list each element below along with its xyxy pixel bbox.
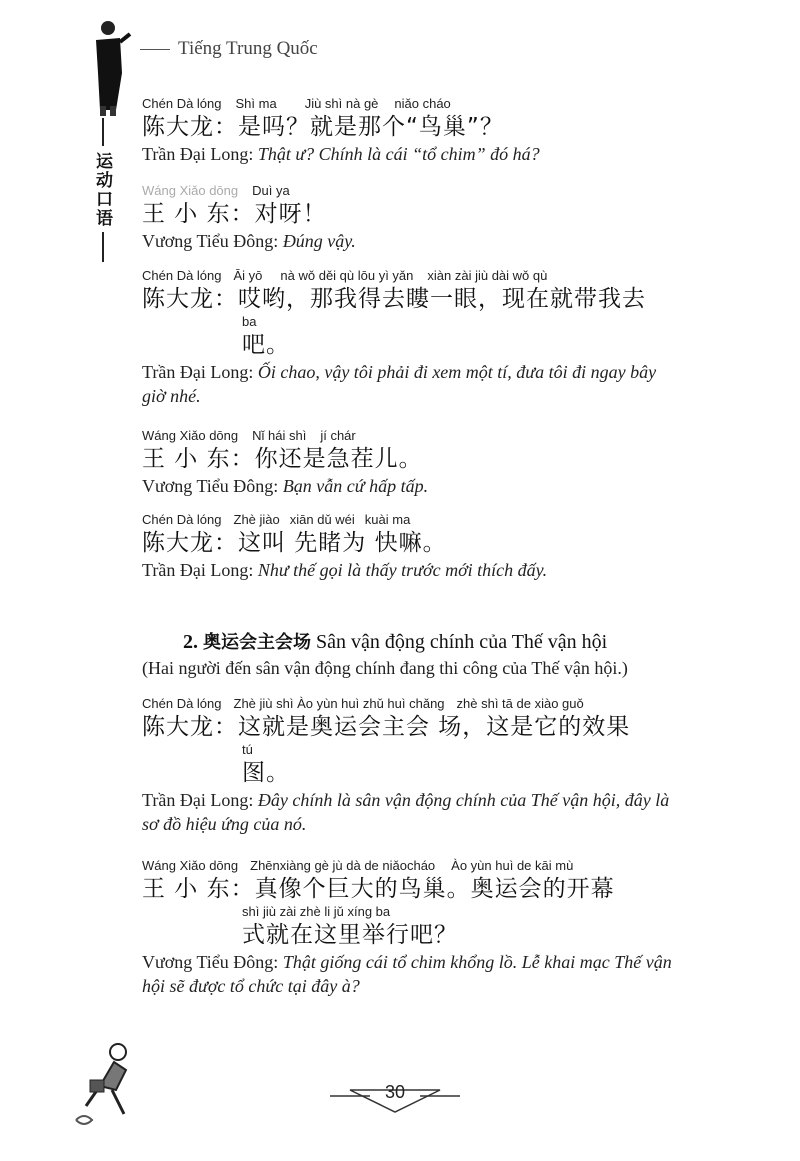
- chinese-text: 式就在这里举行吧？: [242, 922, 458, 948]
- speaker-pinyin: Chén Dà lóng: [142, 512, 222, 527]
- chinese-text: 吧。: [242, 332, 290, 358]
- translation-text: Ối chao, vậy tôi phải đi xem một tí, đưa tôi đi ngay bây giờ nhé.: [142, 362, 657, 406]
- pinyin-segment: Jiù shì nà gè: [304, 96, 379, 111]
- pinyin-segment: zhè shì tā de xiào guǒ: [456, 696, 584, 711]
- dialogue-line: [142, 858, 672, 998]
- translation-text: Bạn vẫn cứ hấp tấp.: [282, 476, 429, 496]
- chinese-text: 王 小 东：真像个巨大的鸟巢。奥运会的开幕: [142, 876, 615, 902]
- speaker-name: Trần Đại Long:: [142, 790, 254, 810]
- pinyin-segment: Ào yùn huì de kāi mù: [451, 858, 574, 873]
- speaker-pinyin: Wáng Xiǎo dōng: [142, 183, 239, 198]
- pinyin-segment: Nǐ hái shì: [252, 428, 307, 443]
- pinyin-row: [142, 512, 672, 528]
- header-title: [140, 38, 318, 60]
- pinyin-row: [142, 428, 672, 444]
- dialogue-line: [142, 428, 672, 498]
- chinese-text: 图。: [242, 760, 290, 786]
- pinyin-segment: Zhēnxiàng gè jù dà de niǎocháo: [250, 858, 436, 873]
- vietnamese-translation: [142, 229, 672, 253]
- translation-text: Như thế gọi là thấy trước mới thích đấy.: [257, 560, 548, 580]
- pinyin-row: [142, 183, 672, 199]
- dialogue-line: [142, 696, 672, 836]
- header-dash: [140, 49, 170, 50]
- speaker-name: Vương Tiểu Đông:: [142, 952, 279, 972]
- chinese-text: 陈大龙：哎哟，那我得去瞜一眼，现在就带我去: [142, 286, 646, 312]
- speaker-name: Vương Tiểu Đông:: [142, 231, 279, 251]
- vietnamese-translation: [142, 558, 672, 582]
- section-heading: [183, 628, 607, 654]
- pinyin-row: ba: [242, 314, 257, 329]
- runner-illustration: [70, 1040, 150, 1130]
- section-title-vi: Sân vận động chính của Thế vận hội: [316, 631, 608, 653]
- pinyin-row: [142, 696, 672, 712]
- translation-text: Thật giống cái tổ chim khổng lồ. Lễ khai mạc Thế vận hội sẽ được tổ chức tại đây à?: [142, 952, 672, 996]
- pinyin-segment: Zhè jiù shì Ào yùn huì zhǔ huì chǎng: [233, 696, 445, 711]
- speaker-pinyin: Chén Dà lóng: [142, 96, 222, 111]
- pinyin-row: tú: [242, 742, 253, 757]
- chinese-text: 王 小 东：你还是急茬儿。: [142, 446, 423, 472]
- pinyin-segment: Zhè jiào: [233, 512, 280, 527]
- chinese-text: 陈大龙：这就是奥运会主会 场，这是它的效果: [142, 714, 631, 740]
- side-rule-bottom: [102, 232, 104, 262]
- pinyin-segment: jí chár: [320, 428, 356, 443]
- pinyin-row: [142, 858, 672, 874]
- speaker-pinyin: Wáng Xiǎo dōng: [142, 858, 239, 873]
- translation-text: Đây chính là sân vận động chính của Thế vận hội, đây là sơ đồ hiệu ứng của nó.: [142, 790, 670, 834]
- chinese-text: 陈大龙：这叫 先睹为 快嘛。: [142, 530, 447, 556]
- translation-text: Đúng vậy.: [282, 231, 356, 251]
- chinese-text: 陈大龙：是吗？就是那个“鸟巢”？: [142, 114, 504, 140]
- section-number: 2.: [183, 631, 198, 653]
- speaker-name: Trần Đại Long:: [142, 144, 254, 164]
- pinyin-segment: niǎo cháo: [394, 96, 451, 111]
- section-title-zh: 奥运会主会场: [203, 632, 311, 653]
- speaker-pinyin: Wáng Xiǎo dōng: [142, 428, 239, 443]
- pinyin-segment: nà wǒ děi qù lōu yì yǎn: [280, 268, 414, 283]
- speaker-pinyin: Chén Dà lóng: [142, 696, 222, 711]
- man-illustration: [82, 18, 132, 118]
- pinyin-row: [142, 268, 672, 284]
- pinyin-segment: Duì ya: [252, 183, 290, 198]
- header-title-text: Tiếng Trung Quốc: [178, 38, 318, 59]
- pinyin-segment: kuài ma: [364, 512, 411, 527]
- section-note: (Hai người đến sân vận động chính đang thi công của Thế vận hội.): [142, 658, 628, 678]
- vietnamese-translation: [142, 474, 672, 498]
- side-rule-top: [102, 118, 104, 146]
- speaker-name: Trần Đại Long:: [142, 362, 254, 382]
- side-label: 运动口语: [92, 152, 112, 228]
- pinyin-segment: xiàn zài jiù dài wǒ qù: [427, 268, 548, 283]
- vietnamese-translation: [142, 950, 672, 998]
- vietnamese-translation: [142, 788, 672, 836]
- pinyin-row: [142, 96, 672, 112]
- dialogue-line: [142, 512, 672, 582]
- pinyin-segment: Shì ma: [235, 96, 277, 111]
- chinese-text: 王 小 东：对呀！: [142, 201, 327, 227]
- dialogue-line: [142, 96, 672, 166]
- page-number-badge: [330, 1076, 460, 1116]
- dialogue-line: [142, 268, 672, 408]
- speaker-name: Vương Tiểu Đông:: [142, 476, 279, 496]
- page-number: 30: [384, 1082, 406, 1102]
- speaker-name: Trần Đại Long:: [142, 560, 254, 580]
- pinyin-row: shì jiù zài zhè li jǔ xíng ba: [242, 904, 391, 919]
- pinyin-segment: Āi yō: [233, 268, 263, 283]
- speaker-pinyin: Chén Dà lóng: [142, 268, 222, 283]
- vietnamese-translation: [142, 142, 672, 166]
- vietnamese-translation: [142, 360, 672, 408]
- dialogue-line: [142, 183, 672, 253]
- translation-text: Thật ư? Chính là cái “tổ chim” đó há?: [257, 144, 540, 164]
- pinyin-segment: xiān dǔ wéi: [289, 512, 355, 527]
